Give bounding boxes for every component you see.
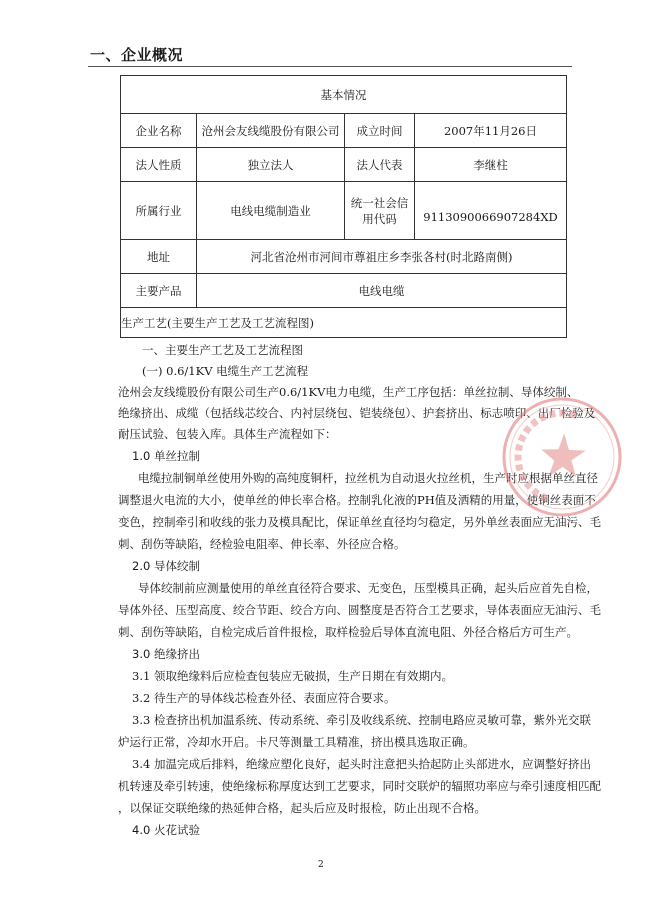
s3-2: 3.2 待生产的导体线芯检查外径、表面应符合要求。 [132,691,396,705]
page-number: 2 [318,860,324,870]
product-value: 电线电缆 [197,274,567,308]
company-value: 沧州会友线缆股份有限公司 [197,114,345,148]
s2-title: 2.0 导体绞制 [132,559,200,573]
s3-4-line-3: ，以保证交联绝缘的热延伸合格，起头后应及时报检，防止出现不合格。 [118,801,486,815]
credit-code-label-line1: 统一社会信 [350,195,409,210]
s3-1: 3.1 领取绝缘料后应检查包装应无破损，生产日期在有效期内。 [132,669,453,683]
product-label: 主要产品 [121,274,197,308]
s2-line-3: 刺、刮伤等缺陷，自检完成后首件报检，取样检验后导体直流电阻、外径合格后方可生产。 [118,625,578,639]
legal-rep-value: 李继柱 [415,148,567,182]
s2-line-1: 导体绞制前应测量使用的单丝直径符合要求、无变色，压型模具正确，起头后应首先自检， [138,581,598,595]
credit-code-value: 9113090066907284XD [415,182,567,240]
intro-line-3: 耐压试验、包装入库。具体生产流程如下： [118,427,337,441]
credit-code-label [345,182,415,240]
address-value: 河北省沧州市河间市尊祖庄乡李张各村(时北路南侧) [197,240,567,274]
section-heading: 一、企业概况 [90,46,184,64]
industry-value: 电线电缆制造业 [197,182,345,240]
s1-line-2: 调整退火电流的大小，使单丝的伸长率合格。控制乳化液的PH值及洒精的用量，使铜丝表面不 [118,493,596,507]
address-label: 地址 [121,240,197,274]
section-title: 一、主要生产工艺及工艺流程图 [142,343,303,357]
s4-title: 4.0 火花试验 [132,823,200,837]
s1-line-3: 变色，控制牵引和收线的张力及模具配比，保证单丝直径均匀稳定，另外单丝表面应无油污、毛 [118,515,601,529]
legal-rep-label: 法人代表 [345,148,415,182]
s3-4-line-2: 机转速及牵引转速，使绝缘标称厚度达到工艺要求，同时交联炉的辐照功率应与牵引速度相匹配 [118,779,601,793]
intro-line-2: 绝缘挤出、成缆（包括线芯绞合、内衬层绕包、铠装绕包）、护套挤出、标志喷印、出厂检验及 [118,406,596,420]
s2-line-2: 导体外径、压型高度、绞合节距、绞合方向、圆整度是否符合工艺要求，导体表面应无油污、毛 [118,603,601,617]
s3-3-line-1: 3.3 检查挤出机加温系统、传动系统、牵引及收线系统、控制电路应灵敏可靠，紫外光交联 [132,713,591,727]
founded-label: 成立时间 [345,114,415,148]
credit-code-label-line2: 用代码 [362,211,397,226]
company-label: 企业名称 [121,114,197,148]
subsection-title: (一) 0.6/1KV 电缆生产工艺流程 [142,364,309,378]
legal-nature-value: 独立法人 [197,148,345,182]
company-seal-icon [500,395,625,520]
basic-info-table [120,75,567,338]
legal-nature-label: 法人性质 [121,148,197,182]
s1-line-4: 刺、刮伤等缺陷，经检验电阻率、伸长率、外径应合格。 [118,537,406,551]
s3-4-line-1: 3.4 加温完成后排料，绝缘应塑化良好，起头时注意把头拾起防止头部进水，应调整好挤出 [132,757,591,771]
founded-value: 2007年11月26日 [415,114,567,148]
intro-line-1: 沧州会友线缆股份有限公司生产0.6/1KV电力电缆，生产工序包括：单丝拉制、导体绞制、 [118,385,579,399]
table-title: 基本情况 [121,76,567,114]
s3-3-line-2: 炉运行正常，冷却水开启。卡尺等测量工具精准，挤出模具选取正确。 [118,735,475,749]
process-label: 生产工艺(主要生产工艺及工艺流程图) [121,308,567,338]
s3-title: 3.0 绝缘挤出 [132,647,200,661]
s1-title: 1.0 单丝拉制 [132,449,200,463]
s1-line-1: 电缆拉制铜单丝使用外购的高纯度铜杆，拉丝机为自动退火拉丝机，生产时应根据单丝直径 [138,471,598,485]
industry-label: 所属行业 [121,182,197,240]
heading-rule [88,66,572,67]
